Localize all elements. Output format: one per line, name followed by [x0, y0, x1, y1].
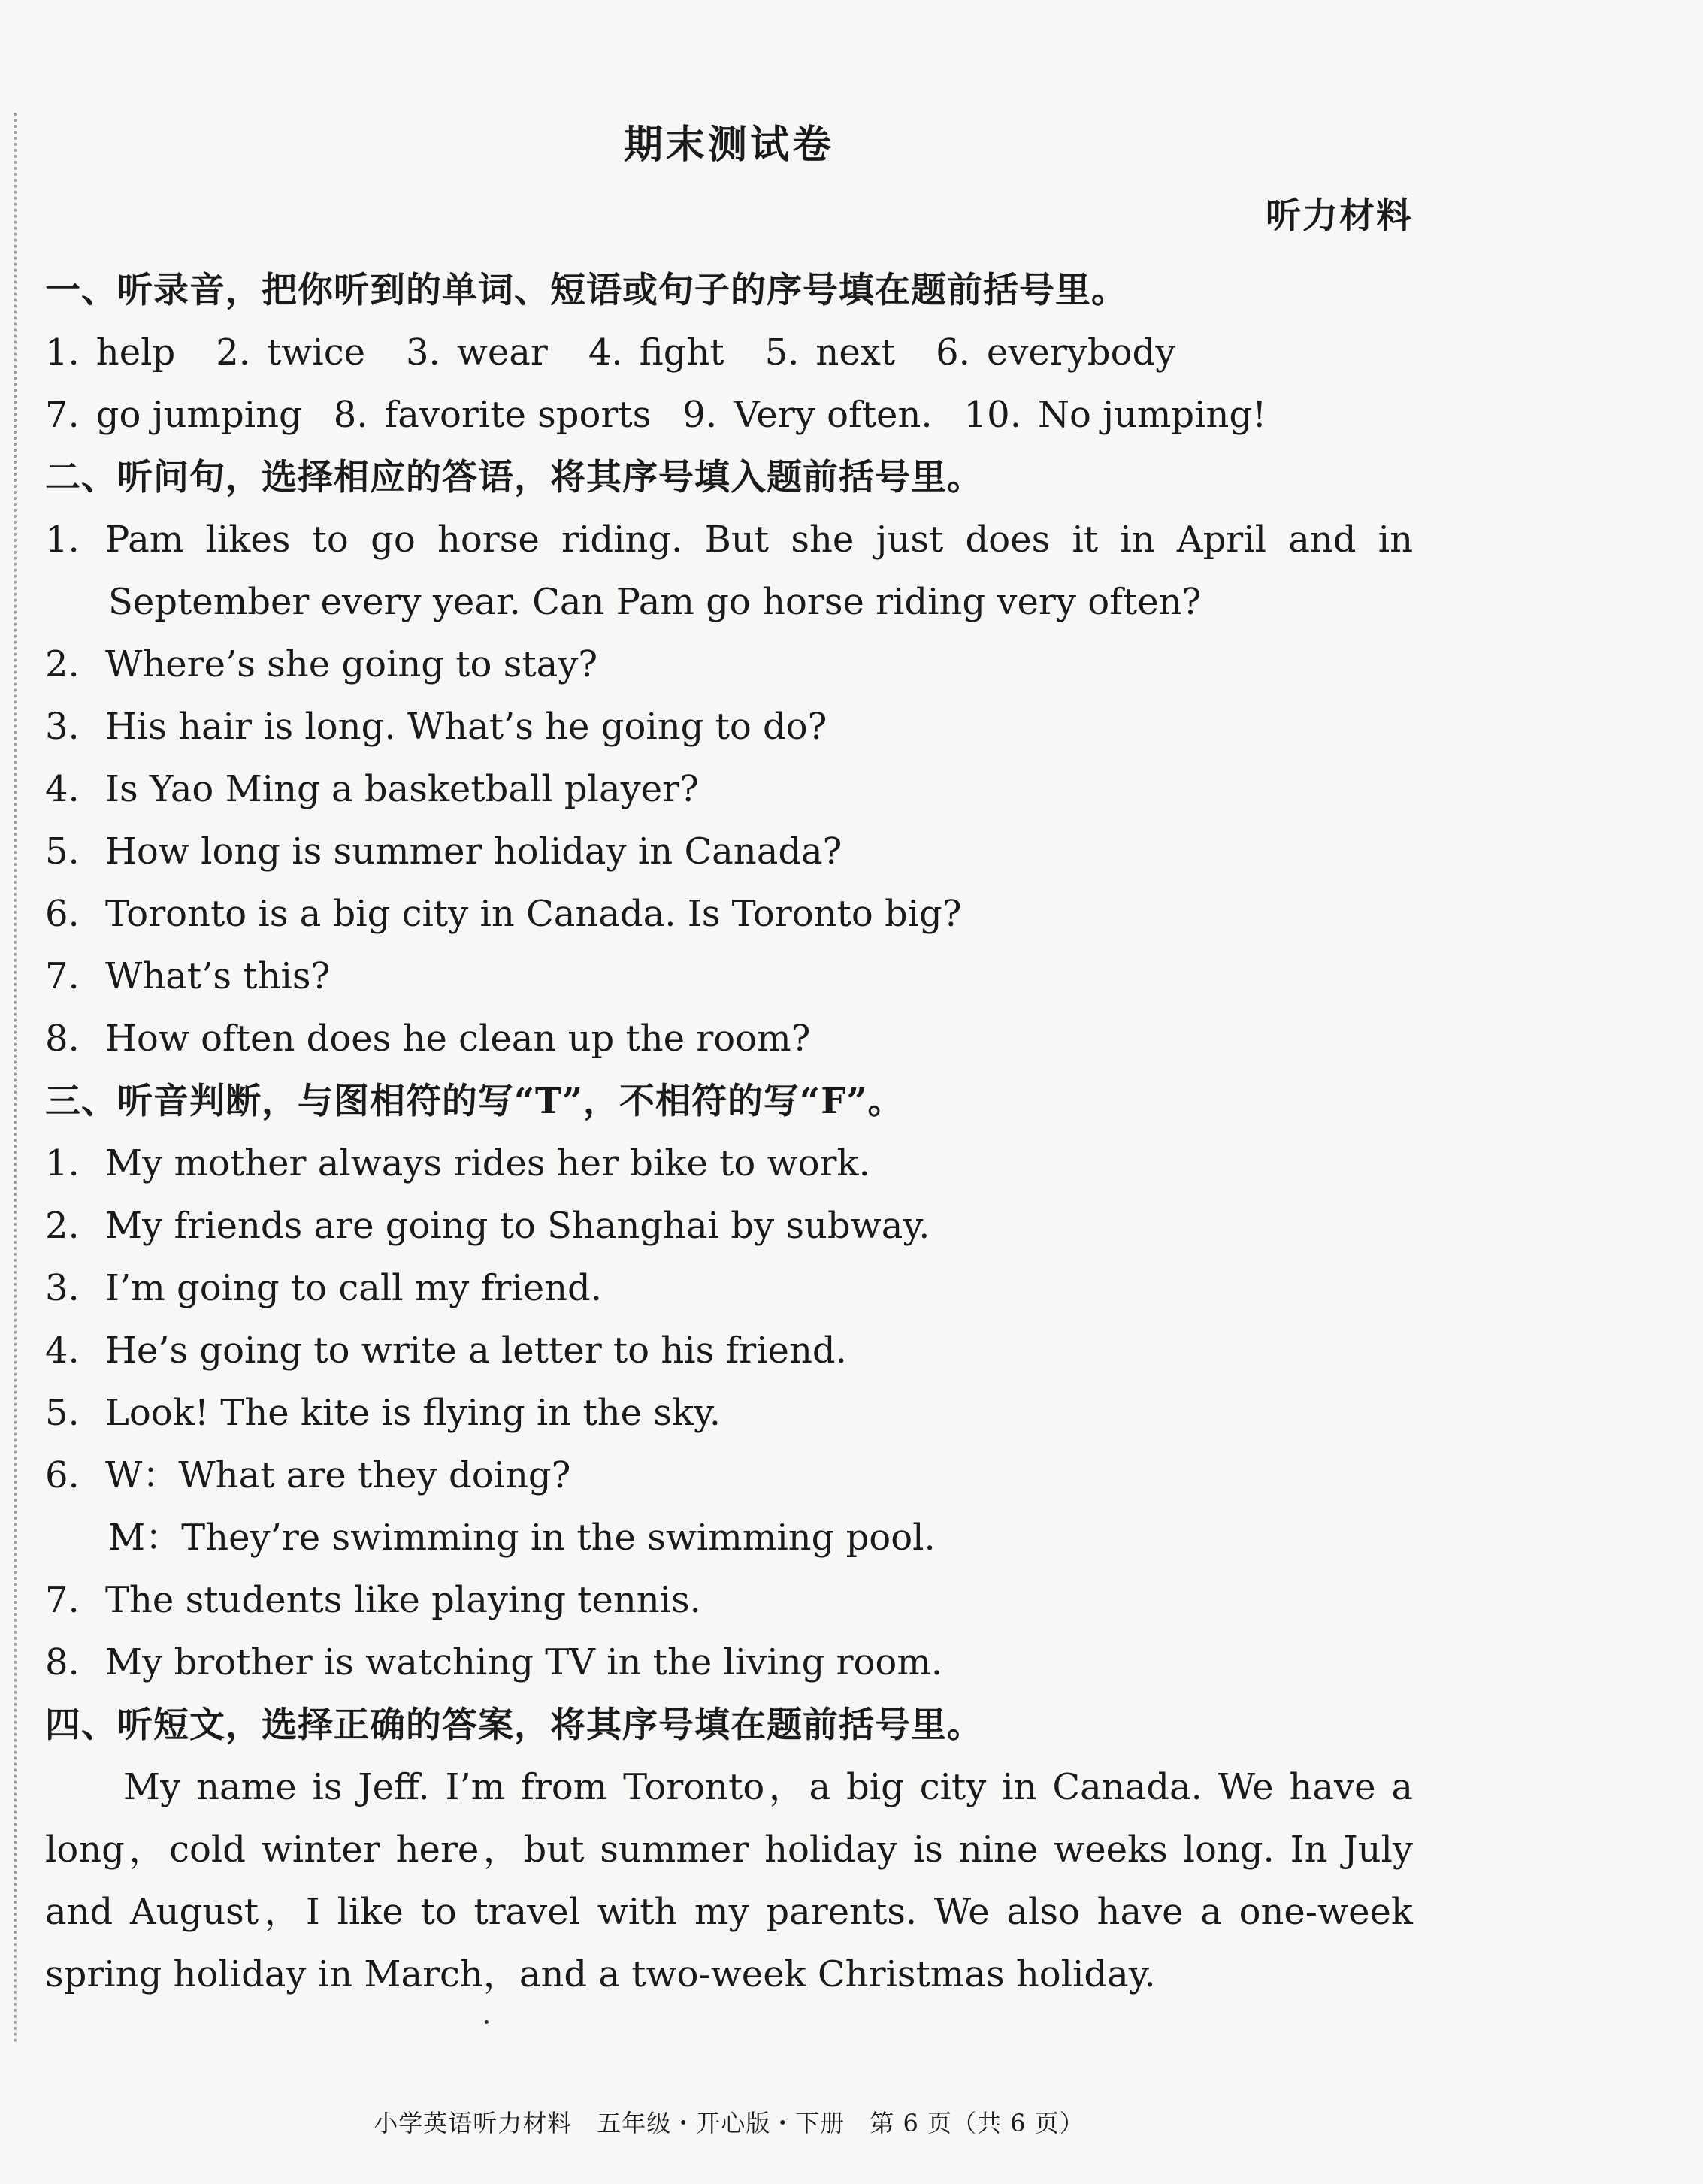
section3-heading: 三、听音判断，与图相符的写“T”，不相符的写“F”。 — [45, 1081, 904, 1122]
question-item: 5. How long is summer holiday in Canada? — [45, 830, 842, 873]
question-item: 3. His hair is long. What’s he going to do? — [45, 706, 827, 748]
question-item: 8. How often does he clean up the room? — [45, 1018, 811, 1060]
statement-item: 7. The students like playing tennis. — [45, 1579, 701, 1621]
word-item: 8. favorite sports — [333, 394, 652, 436]
page-subtitle: 听力材料 — [1266, 195, 1413, 237]
page-title: 期末测试卷 — [623, 122, 834, 168]
question-item: 2. Where’s she going to stay? — [45, 643, 598, 685]
statement-item: 6. W：What are they doing? — [45, 1454, 571, 1496]
section4-heading: 四、听短文，选择正确的答案，将其序号填在题前括号里。 — [45, 1705, 983, 1746]
statement-item: 8. My brother is watching TV in the living room. — [45, 1641, 943, 1683]
statement-item: 2. My friends are going to Shanghai by subway. — [45, 1205, 930, 1247]
binding-dotted-line — [14, 113, 17, 2044]
statement-item: 1. My mother always rides her bike to work. — [45, 1142, 870, 1184]
question-item: 6. Toronto is a big city in Canada. Is Toronto big? — [45, 893, 962, 935]
question-item: 1. Pam likes to go horse riding. But she just does it in April and in — [45, 519, 1413, 561]
section2-heading: 二、听问句，选择相应的答语，将其序号填入题前括号里。 — [45, 457, 983, 498]
word-item: 2. twice — [216, 331, 366, 374]
statement-continuation: M：They’re swimming in the swimming pool. — [108, 1517, 936, 1559]
question-item: 7. What’s this? — [45, 955, 331, 997]
question-continuation: September every year. Can Pam go horse riding very often? — [108, 581, 1202, 623]
word-item: 7. go jumping — [45, 394, 302, 436]
passage — [45, 1756, 1413, 2006]
passage-text: My name is Jeff. I’m from Toronto，a big city in Canada. We have a long，cold winter here，but summer holiday is nine weeks long. In July and August，I like to travel with my parents. We also have a one-week spring holiday in March，and a two-week Christmas holiday. — [45, 1766, 1413, 1995]
stray-dot — [485, 2020, 489, 2024]
statement-item: 4. He’s going to write a letter to his friend. — [45, 1329, 847, 1372]
question-item: 4. Is Yao Ming a basketball player? — [45, 768, 699, 810]
word-item: 6. everybody — [936, 331, 1176, 374]
content-body — [45, 259, 1413, 2006]
word-item: 10. No jumping! — [963, 394, 1267, 436]
section1-row2 — [45, 384, 1413, 446]
word-item: 5. next — [764, 331, 896, 374]
word-item: 1. help — [45, 331, 176, 374]
word-item: 9. Very often. — [682, 394, 933, 436]
section1-heading: 一、听录音，把你听到的单词、短语或句子的序号填在题前括号里。 — [45, 270, 1127, 311]
statement-item: 5. Look! The kite is flying in the sky. — [45, 1392, 721, 1434]
word-item: 3. wear — [406, 331, 548, 374]
word-item: 4. fight — [588, 331, 724, 374]
statement-item: 3. I’m going to call my friend. — [45, 1267, 603, 1309]
page-footer: 小学英语听力材料 五年级・开心版・下册 第 6 页（共 6 页） — [374, 2109, 1084, 2137]
section1-row1 — [45, 322, 1413, 384]
